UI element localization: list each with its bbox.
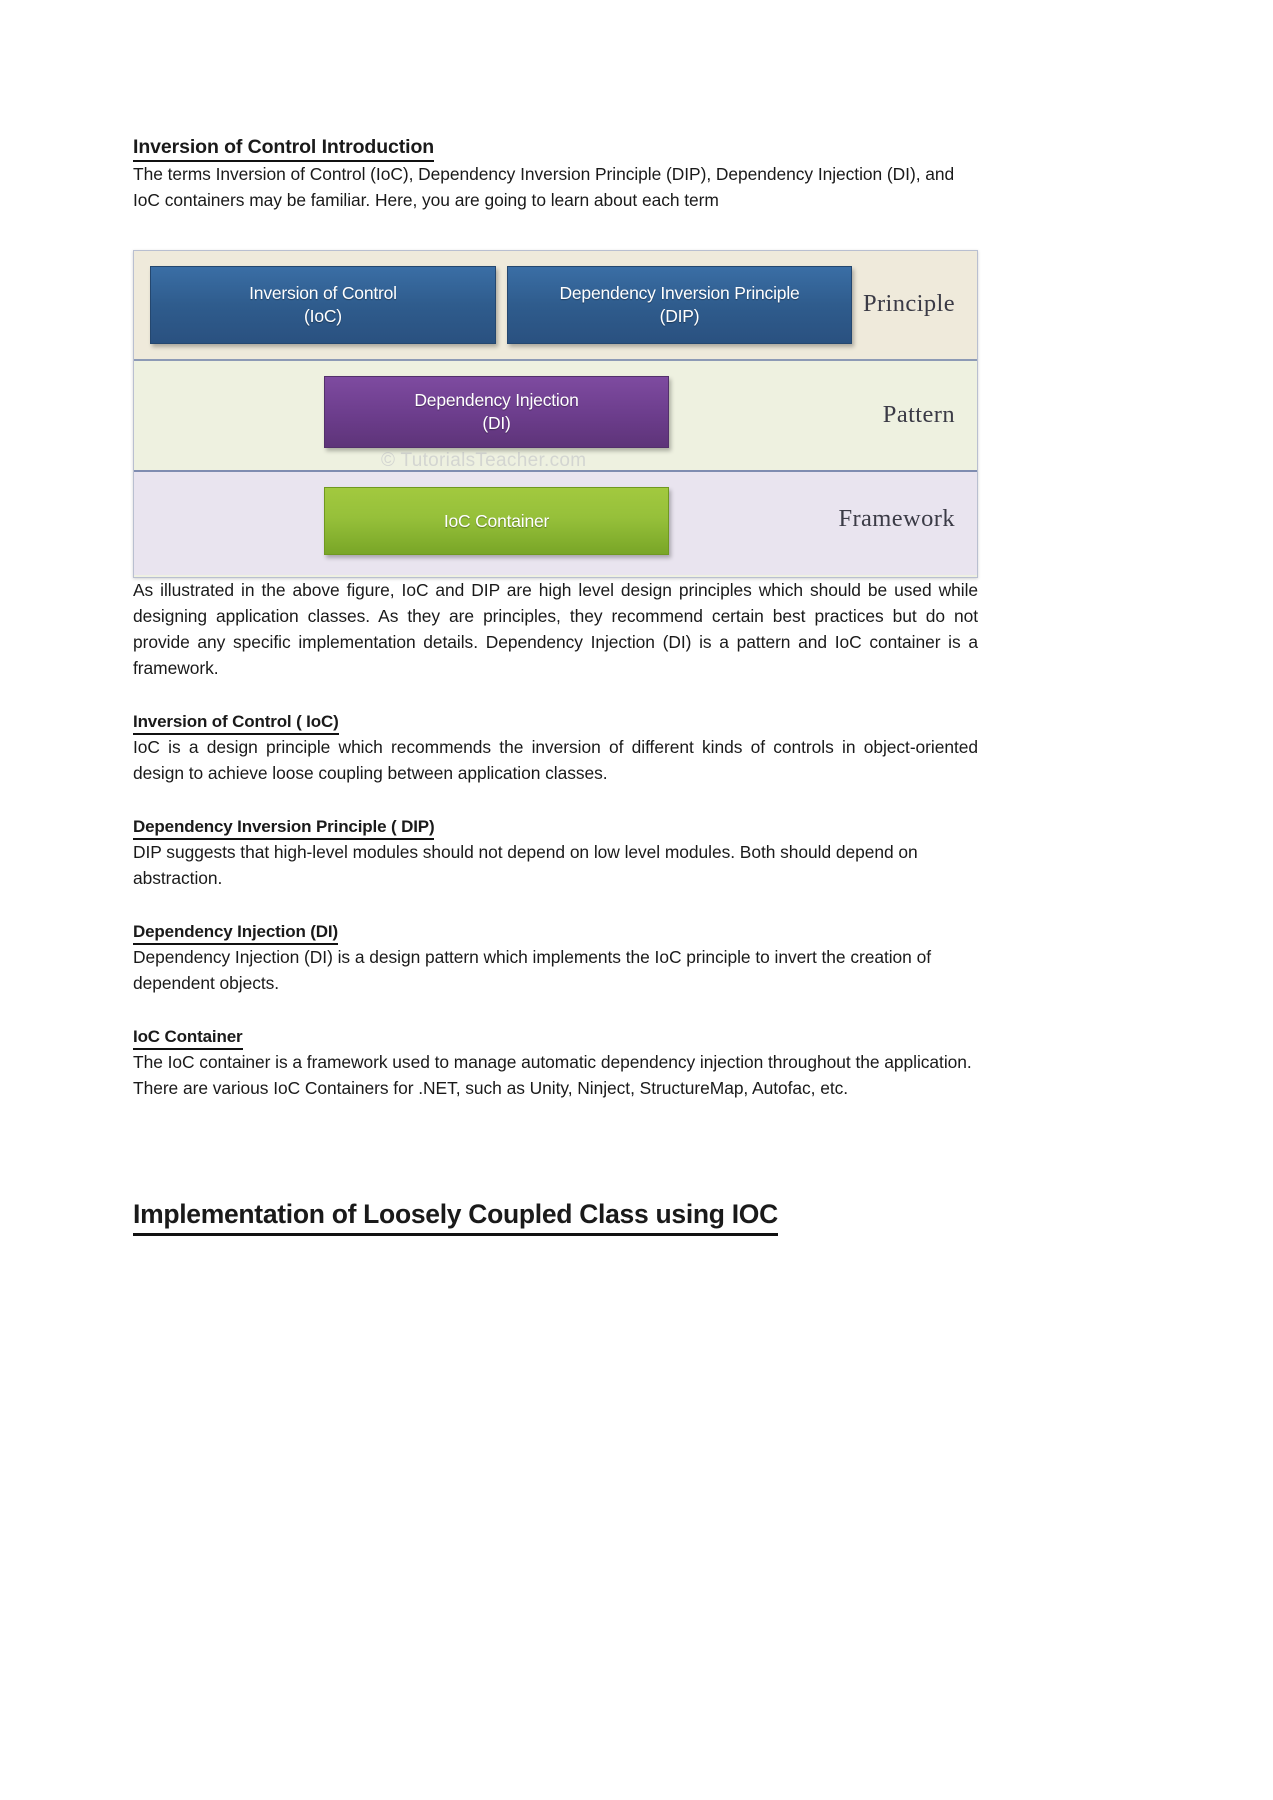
section-body-ioc-container-extra: There are various IoC Containers for .NET, such as Unity, Ninject, StructureMap, Autofac, etc.	[133, 1078, 849, 1099]
figure-row-pattern	[134, 361, 977, 472]
section-heading-ioc: Inversion of Control ( IoC)	[133, 711, 339, 735]
section-heading-wrap-ioc-container	[133, 1026, 978, 1050]
figure-box-line2: (DIP)	[659, 306, 700, 327]
figure-tier-label-principle: Principle	[862, 290, 955, 318]
section-heading-wrap-di	[133, 921, 978, 945]
section-body-ioc: IoC is a design principle which recommends the inversion of different kinds of controls in object-oriented design to achieve loose coupling between application classes.	[133, 737, 978, 784]
ioc-architecture-figure	[133, 250, 978, 578]
figure-box-line1: Dependency Inversion Principle	[559, 283, 800, 304]
section-body-dip: DIP suggests that high-level modules should not depend on low level modules. Both should depend on abstraction.	[133, 842, 918, 889]
figure-row-framework	[134, 472, 977, 575]
section-heading-wrap-dip	[133, 816, 978, 840]
figure-box-line1: IoC Container	[443, 510, 550, 531]
figure-tier-label-framework: Framework	[838, 505, 955, 533]
bottom-heading-wrap	[133, 1198, 978, 1236]
intro-paragraph: The terms Inversion of Control (IoC), Dependency Inversion Principle (DIP), Dependency Injection (DI), and IoC containers may be familiar. Here, you are going to learn about each term	[133, 164, 955, 211]
section-heading-di: Dependency Injection (DI)	[133, 921, 338, 945]
section-body-ioc-container: The IoC container is a framework used to manage automatic dependency injection throughout the application.	[133, 1052, 972, 1073]
after-figure-paragraph: As illustrated in the above figure, IoC and DIP are high level design principles which should be used while designing application classes. As they are principles, they recommend certain best practices but do not provide any specific implementation details. Dependency Injection (DI) is a pattern and IoC container is a framework.	[133, 580, 978, 678]
document-content	[133, 0, 978, 1236]
ioc-architecture-figure-wrap	[133, 250, 978, 578]
section-body-di: Dependency Injection (DI) is a design pattern which implements the IoC principle to invert the creation of dependent objects.	[133, 947, 931, 994]
section-heading-dip: Dependency Inversion Principle ( DIP)	[133, 816, 434, 840]
figure-box-line2: (IoC)	[304, 306, 342, 327]
figure-box-inversion-of-control	[150, 266, 496, 344]
figure-box-dependency-injection	[324, 376, 669, 448]
section-heading-wrap-ioc	[133, 711, 978, 735]
bottom-heading: Implementation of Loosely Coupled Class using IOC	[133, 1198, 778, 1236]
figure-box-dependency-inversion-principle	[507, 266, 852, 344]
section-heading-ioc-container: IoC Container	[133, 1026, 243, 1050]
figure-box-line1: Inversion of Control	[249, 283, 397, 304]
figure-box-line2: (DI)	[482, 413, 511, 434]
figure-box-ioc-container	[324, 487, 669, 555]
page-title-wrap	[133, 136, 978, 162]
figure-watermark: © TutorialsTeacher.com	[381, 450, 587, 472]
page-title: Inversion of Control Introduction	[133, 136, 434, 162]
figure-box-line1: Dependency Injection	[414, 390, 579, 411]
figure-row-principle	[134, 251, 977, 361]
figure-tier-label-pattern: Pattern	[882, 401, 955, 429]
